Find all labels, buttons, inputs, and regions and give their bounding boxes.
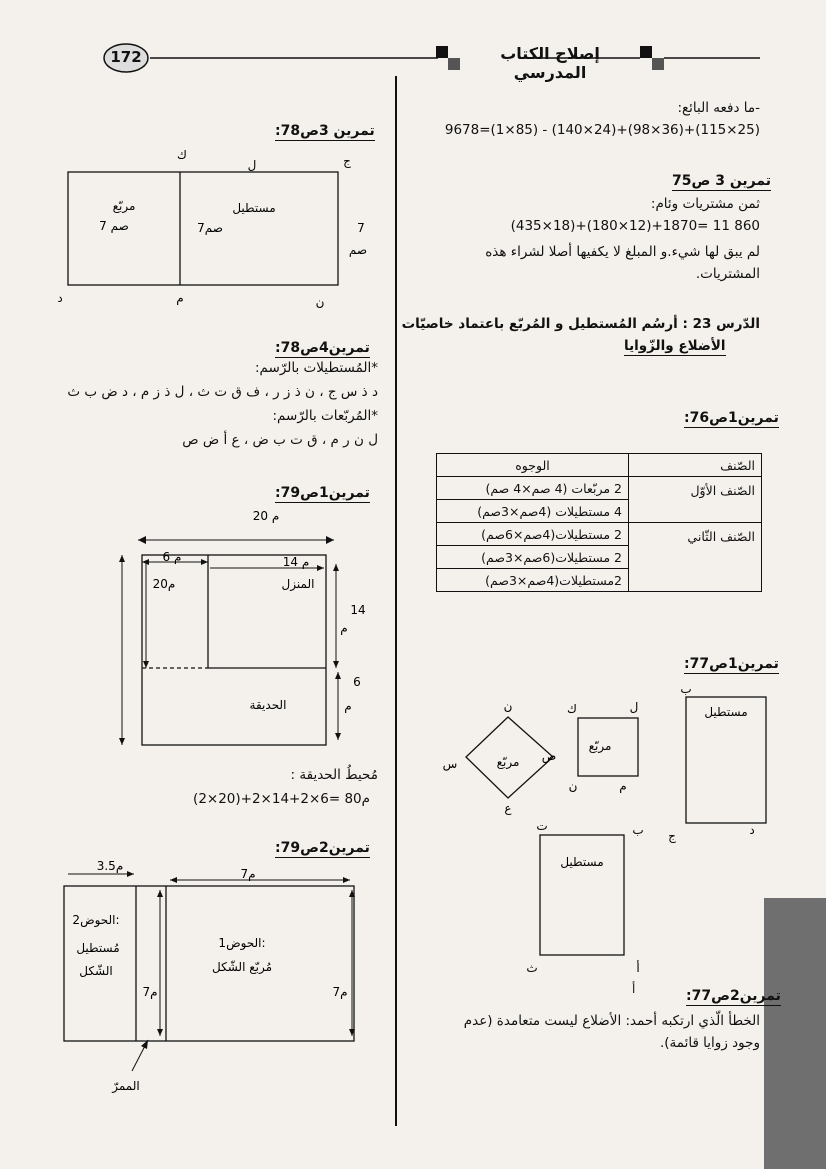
table-class-2: الصّنف الثّاني [629,523,762,592]
rect2-letter-t: ت [536,819,548,833]
ex3-75-line3: لم يبق لها شيء.و المبلغ لا يكفيها أصلا لشراء هذه [485,244,760,260]
dim-14b: 14 [350,603,366,617]
ex2-79-figure [30,856,370,1096]
dim-6: 6 م [162,550,182,564]
ex2-77-line2: وجود زوايا قائمة). [659,1035,760,1051]
ex1-79-title: تمرين1ص79: [275,485,370,501]
rects-label: *المُستطيلات بالرّسم: [254,360,378,376]
diamond-letter-s: ص [541,749,557,763]
dim-14a: 14 م [282,555,310,569]
path-label: الممرّ [112,1079,140,1093]
ex2-79-title: تمرين2ص79: [275,840,370,856]
table-cell: 2 مربّعات (4 صم×4 صم) [437,477,629,500]
ex2-77-letter: أ [632,982,636,996]
diamond-letter-sin: س [442,757,458,771]
rects-list: د ذ س ج ، ن ذ ز ر ، ف ق ت ث ، ل ذ ز م ، د ض ب ث [67,384,378,400]
rect1-letter-b: ب [680,682,692,696]
ex3-75-line1: ثمن مشتريات وئام: [650,196,760,212]
ex1-77-figures [410,680,770,990]
lesson-title-2: الأضلاع والزّوايا [624,338,726,354]
ex1-76-title: تمرين1ص76: [684,410,779,426]
pool2-label: الحوض2: [72,913,120,927]
table-cell: 2 مستطيلات(6صم×3صم) [437,546,629,569]
garden-label: الحديقة [249,698,287,712]
table-row [437,523,762,546]
rect1-label: مستطيل [704,705,748,719]
rect-figure-2 [540,835,624,955]
fig-letter-j: ج [343,154,351,168]
header-decoration [0,0,826,80]
table-header-row [437,454,762,477]
diamond-letter-n: ن [503,699,513,713]
rect2-letter-b: ب [632,823,644,837]
dim-6b-unit: م [344,699,352,713]
squares-list: ل ن ر م ، ق ت ب ض ، ع أ ض ص [182,432,378,448]
squares-label: *المُربّعات بالرّسم: [272,408,378,424]
dim-7top: 7م [240,867,256,881]
fig-dim-c: 7 [357,221,365,235]
table-cell: 4 مستطيلات (4صم×3صم) [437,500,629,523]
fig-rect-label: مستطيل [232,201,276,215]
table-class-1: الصّنف الأوّل [629,477,762,523]
dim-7mid: 7م [142,985,158,999]
ex3-78-figure [40,140,370,310]
pool1-shape: مُربّع الشّكل [212,960,272,974]
table-header-class: الصّنف [629,454,762,477]
ex1-77-title: تمرين1ص77: [684,656,779,672]
rect2-letter-th: ث [526,961,538,975]
table-row [437,477,762,500]
fig-letter-d: د [57,291,63,305]
fig-letter-k: ك [177,148,187,162]
paid-label: -ما دفعه البائع: [677,100,760,116]
column-divider [395,76,397,1126]
table-cell: 2مستطيلات(4صم×3صم) [437,569,629,592]
fig-letter-n: ن [315,295,325,309]
pool1-label: الحوض1: [218,936,266,950]
square-letter-m: م [619,779,627,793]
square-letter-k: ك [567,702,577,716]
page-header [0,0,826,80]
fig-letter-m: م [176,291,184,305]
rect1-letter-j: ج [668,829,676,843]
table-header-faces: الوجوه [437,454,629,477]
ex3-78-title: تمرين 3ص78: [275,123,375,139]
dim-7right: 7م [332,985,348,999]
dim-top: 20 م [252,509,280,523]
diamond-label: مربّع [496,755,520,769]
rect2-letter-a: أ [636,961,640,975]
ex4-78-title: تمرين4ص78: [275,340,370,356]
dim-20: 20م [152,577,176,591]
fig-square-label: مربّع [112,199,136,213]
ex2-77-line1: الخطأ الّذي ارتكبه أحمد: الأضلاع ليست متعامدة (عدم [463,1013,760,1029]
pool2-word: الشّكل [79,964,113,978]
page-edge-tab [764,898,826,1169]
page-number: 172 [110,48,142,66]
fig-dim-unit: صم [348,243,368,257]
perimeter-label: مُحيطُ الحديقة : [290,767,378,783]
ex3-75-title: تمرين 3 ص75 [672,173,772,189]
ex2-77-title: تمرين2ص77: [686,988,781,1004]
rect1-letter-d: د [749,823,755,837]
fig-dim-a: 7 صم [99,219,129,233]
fig-letter-l: ل [247,158,257,172]
paid-formula: 9678=(1×85) - (140×24)+(98×36)+(115×25) [444,122,760,138]
square-letter-l: ل [629,700,639,714]
dim-35: 3.5م [96,859,124,873]
house-label: المنزل [281,577,315,591]
diamond-letter-ain: ع [504,801,512,815]
pool2-shape: مُستطيل [76,941,120,955]
fig-dim-b: 7صم [197,221,223,235]
lesson-title-1: الدّرس 23 : أرسُم المُستطيل و المُربّع باعتماد خاصيّات [401,316,760,332]
perimeter-formula: (2×20)+2×14+2×6= 80م [193,791,370,807]
ex1-79-figure [60,500,380,760]
page-title: إصلاح الكتاب المدرسي [500,44,600,82]
rect2-label: مستطيل [560,855,604,869]
ex3-75-line2: (435×18)+(180×12)+1870= 11 860 [510,218,760,234]
dim-14b-unit: م [340,621,348,635]
ex3-75-line4: المشتريات. [695,266,760,282]
square-letter-n: ن [568,779,578,793]
dim-6b: 6 [353,675,361,689]
square-label: مربّع [588,739,612,753]
table-cell: 2 مستطيلات(4صم×6صم) [437,523,629,546]
faces-table [436,453,762,592]
